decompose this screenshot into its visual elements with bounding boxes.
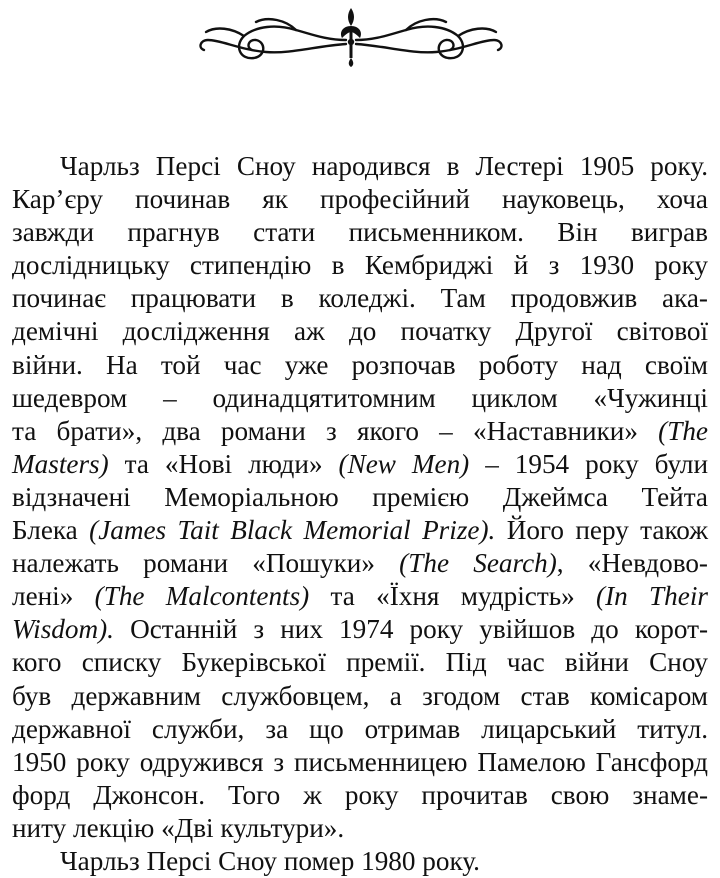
italic-title-text: Masters) [12, 448, 109, 479]
body-text: Блека [12, 515, 90, 546]
italic-title-text: (The [658, 415, 708, 446]
body-text: шедевром – одинадцятитомним циклом «Чужинці [12, 382, 708, 413]
body-text: – 1954 року були [469, 448, 708, 479]
text-line [12, 349, 708, 382]
body-text: Чарльз Персі Сноу народився в Лестері 1905 року. [60, 151, 708, 181]
text-line [12, 779, 708, 812]
text-line [12, 481, 708, 514]
text-line [12, 812, 708, 845]
body-text: форд Джонсон. Того ж року прочитав свою знаме- [12, 779, 708, 810]
text-line [12, 580, 708, 613]
text-line [12, 382, 708, 415]
body-text: кого списку Букерівської премії. Під час війни Сноу [12, 647, 708, 678]
text-line [12, 150, 708, 183]
italic-title-text: (James Tait Black Memorial Prize). [89, 515, 496, 546]
body-text: був державним службовцем, а згодом став комісаром [12, 680, 708, 711]
italic-title-text: Wisdom). [12, 614, 114, 645]
body-text: Чарльз Персі Сноу помер 1980 року. [60, 845, 480, 876]
italic-title-text: (New Men) [338, 448, 470, 479]
body-text: дослідницьку стипендію в Кембриджі й з 1930 року [12, 250, 708, 281]
body-text: , «Невдово- [556, 548, 708, 579]
text-line [12, 315, 708, 348]
text-line [12, 547, 708, 580]
body-text: та брати», два романи з якого – «Наставники» [12, 415, 659, 446]
scroll-flourish-ornament-icon [196, 4, 506, 68]
text-line [12, 713, 708, 746]
body-text: відзначені Меморіальною премією Джеймса Тейта [12, 481, 708, 512]
body-text: Кар’єру починав як професійний науковець, хоча [12, 184, 708, 215]
text-line [12, 415, 708, 448]
text-line [12, 448, 708, 481]
body-text: ниту лекцію «Дві культури». [12, 812, 345, 843]
body-text: Його перу також [495, 515, 708, 546]
text-line [12, 282, 708, 315]
body-text: лені» [12, 581, 95, 612]
text-line [12, 646, 708, 679]
body-text: війни. На той час уже розпочав роботу над своїм [12, 349, 708, 380]
text-line [12, 183, 708, 216]
text-line [12, 514, 708, 547]
text-line [12, 845, 708, 878]
biography-text [12, 150, 708, 878]
body-text: демічні дослідження аж до початку Другої світової [12, 316, 708, 347]
text-line [12, 746, 708, 779]
body-text: та «Нові люди» [108, 448, 339, 479]
body-text: завжди прагнув стати письменником. Він виграв [12, 217, 708, 248]
body-text: державної служби, за що отримав лицарський титул. [12, 713, 708, 744]
body-text: 1950 року одружився з письменницею Памелою Гансфорд [12, 746, 708, 777]
body-text: починає працювати в коледжі. Там продовжив ака- [12, 283, 708, 314]
text-line [12, 249, 708, 282]
body-text: належать романи «Пошуки» [12, 548, 400, 579]
text-line [12, 680, 708, 713]
body-text: Останній з них 1974 року увійшов до корот- [113, 614, 708, 645]
body-text: та «Їхня мудрість» [309, 581, 597, 612]
italic-title-text: (The Malcontents) [94, 581, 310, 612]
italic-title-text: (The Search) [399, 548, 557, 579]
text-line [12, 613, 708, 646]
italic-title-text: (In Their [596, 581, 708, 612]
text-line [12, 216, 708, 249]
